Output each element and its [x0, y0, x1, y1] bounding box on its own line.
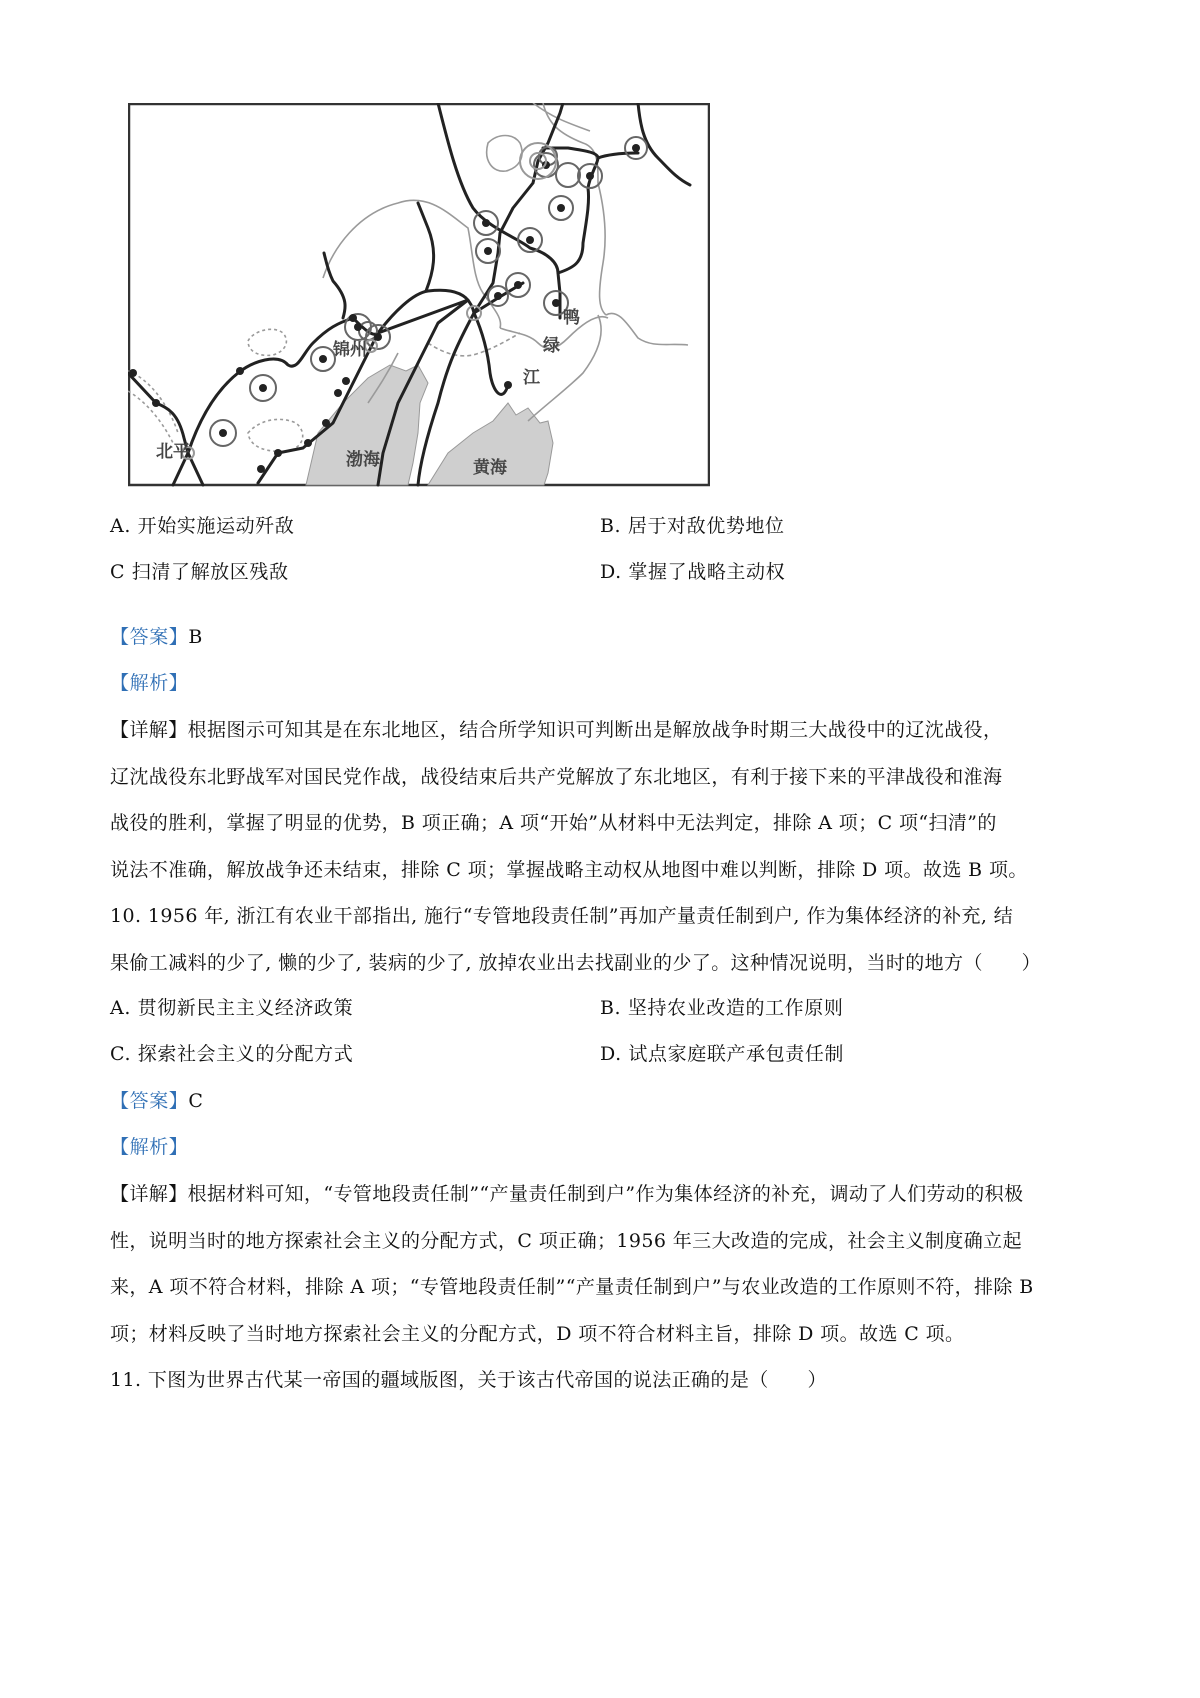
label-ya: 鸭 — [563, 308, 580, 328]
q10-analysis-tag: 【解析】 — [110, 1136, 189, 1158]
q11-question — [110, 1357, 1095, 1404]
detail-line: 来，A 项不符合材料，排除 A 项；“专管地段责任制”“产量责任制到户”与农业改造的工作原则不符，排除 B — [110, 1276, 1034, 1298]
q9-option-b: B. 居于对敌优势地位 — [600, 515, 785, 537]
detail-line: 战役的胜利，掌握了明显的优势，B 项正确；A 项“开始”从材料中无法判定，排除 A 项；C 项“扫清”的 — [110, 812, 997, 834]
label-bohai: 渤海 — [346, 450, 380, 470]
answer-tag: 【答案】 — [110, 626, 189, 648]
detail-line: 项；材料反映了当时地方探索社会主义的分配方式，D 项不符合材料主旨，排除 D 项。故选 C 项。 — [110, 1322, 965, 1345]
q9-analysis-tag: 【解析】 — [110, 672, 189, 694]
q10-option-d: D. 试点家庭联产承包责任制 — [600, 1043, 845, 1065]
question-line: 10. 1956 年, 浙江有农业干部指出, 施行“专管地段责任制”再加产量责任制到户, 作为集体经济的补充, 结 — [110, 905, 1014, 927]
label-jinzhou: 锦州 — [333, 340, 367, 360]
q10-answer-line — [110, 1089, 204, 1113]
detail-tag: 【详解】 — [110, 1183, 188, 1205]
detail-tag: 【详解】 — [110, 719, 188, 741]
label-beiping: 北平 — [156, 442, 190, 462]
detail-line: 辽沈战役东北野战军对国民党作战，战役结束后共产党解放了东北地区，有利于接下来的平津战役和淮海 — [110, 765, 1003, 788]
q10-option-c: C. 探索社会主义的分配方式 — [110, 1043, 354, 1065]
detail-line: 性，说明当时的地方探索社会主义的分配方式，C 项正确；1956 年三大改造的完成，社会主义制度确立起 — [110, 1229, 1022, 1252]
q9-answer-line — [110, 625, 203, 649]
liaoshen-campaign-map — [128, 103, 710, 487]
answer-value: B — [188, 626, 203, 648]
detail-line: 说法不准确，解放战争还未结束，排除 C 项；掌握战略主动权从地图中难以判断，排除 D 项。故选 B 项。 — [110, 858, 1028, 881]
detail-line — [110, 1171, 1095, 1218]
question-line: 11. 下图为世界古代某一帝国的疆域版图，关于该古代帝国的说法正确的是（ ） — [110, 1369, 827, 1391]
answer-tag: 【答案】 — [110, 1090, 189, 1112]
detail-text: 根据材料可知，“专管地段责任制”“产量责任制到户”作为集体经济的补充，调动了人们劳动的积极 — [187, 1183, 1024, 1205]
answer-value: C — [188, 1090, 204, 1112]
q9-detail — [110, 707, 1095, 893]
label-jiang: 江 — [523, 368, 540, 388]
q10-question — [110, 893, 1095, 986]
q10-option-a: A. 贯彻新民主主义经济政策 — [110, 997, 354, 1019]
label-huanghai: 黄海 — [473, 458, 507, 478]
q10-option-b: B. 坚持农业改造的工作原则 — [600, 997, 844, 1019]
q9-option-d: D. 掌握了战略主动权 — [600, 561, 786, 583]
detail-line — [110, 707, 1095, 754]
q9-option-a: A. 开始实施运动歼敌 — [110, 515, 295, 537]
label-lu: 绿 — [543, 336, 560, 356]
question-line: 果偷工减料的少了, 懒的少了, 装病的少了, 放掉农业出去找副业的少了。这种情况说明，当时的地方（ ） — [110, 951, 1042, 974]
q9-option-c: C 扫清了解放区残敌 — [110, 561, 289, 583]
detail-text: 根据图示可知其是在东北地区，结合所学知识可判断出是解放战争时期三大战役中的辽沈战役， — [187, 719, 1003, 741]
q10-detail — [110, 1171, 1095, 1357]
